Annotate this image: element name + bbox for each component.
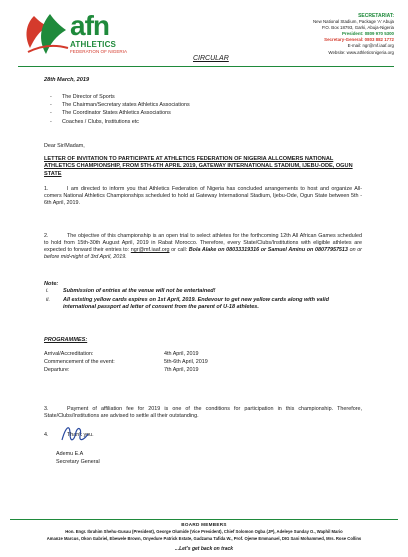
letter-date: 28th March, 2019: [44, 77, 90, 83]
secretariat-president: President: 0809 970 5300: [342, 31, 394, 37]
entries-email-link[interactable]: ngr@mf.iaaf.org: [130, 247, 170, 254]
programme-label: Departure:: [44, 367, 70, 373]
board-members-heading: BOARD MEMBERS: [181, 522, 227, 527]
paragraph-1: [44, 186, 362, 207]
recipient-item: - The Chairman/Secretary states Athletics Associations: [62, 101, 190, 109]
programme-value: 7th April, 2019: [164, 367, 199, 373]
programme-value: 5th-6th April, 2019: [164, 359, 208, 365]
note-heading: Note:: [44, 281, 59, 287]
paragraph-2-text: The objective of this championship is an open trial to select athletes for the forthcoming 12th All African Games scheduled to hold from 15th-30th August April, 2019 in Rabat Morocco. Therefore, every State/Clubs/Institutions with eligible athletes are expected to forward their entries to:: [44, 233, 362, 254]
programme-label: Arrival/Accreditation:: [44, 351, 94, 357]
secretariat-block: [313, 13, 394, 56]
logo-federation: FEDERATION OF NIGERIA: [70, 49, 128, 54]
programmes-heading: PROGRAMMES:: [44, 337, 88, 343]
paragraph-number: 1.: [44, 186, 49, 192]
header-divider: [18, 66, 394, 67]
recipient-item: - The Coordinator States Athletics Associations: [62, 109, 190, 117]
programme-row: [44, 351, 198, 358]
doc-type-label: CIRCULAR: [193, 55, 229, 62]
signature-icon: [58, 420, 98, 446]
note-text: All existing yellow cards expires on 1st April, 2019. Endevour to get new yellow cards along with valid international passport ad letter of consent from the parent of U-18 athletes.: [63, 297, 330, 311]
note-item: [46, 288, 363, 295]
paragraph-2: [44, 233, 362, 261]
recipient-list: [62, 93, 190, 126]
note-text: Submission of entries at the venue will not be entertained!: [63, 288, 216, 294]
footer-divider: [10, 519, 398, 520]
paragraph-1-text: I am directed to inform you that Athletics Federation of Nigeria has concluded arrangements to host and organize All-comers National Athletics Championships scheduled to hold at Gateway International Stadium, Ijebu-Ode, Ogun State between 5th - 6th April, 2019.: [44, 186, 362, 207]
signer-name: Ademu E.A: [56, 451, 84, 457]
paragraph-3-text: Payment of affiliation fee for 2019 is one of the conditions for participation in this championship. Therefore, State/Clubs/Institutions are advised to settle all their outstanding.: [44, 406, 362, 420]
secretariat-address2: P.O. Box 18793, Garki, Abuja-Nigeria: [321, 25, 394, 31]
logo-athletics: ATHLETICS: [70, 40, 117, 49]
paragraph-3: [44, 406, 362, 420]
programme-value: 4th April, 2019: [164, 351, 199, 357]
signer-title: Secretary General: [56, 459, 100, 465]
recipient-item: - Coaches / Clubs, Institutions etc: [62, 118, 190, 126]
programme-row: [44, 359, 208, 366]
secretariat-email: E-mail: ngr@mf.iaaf.org: [347, 43, 394, 49]
board-members-line: Amanze Marcus, Okon Gabriel, Ebewele Brown, Onyedure Patrick Estate, Gadzama Tafida W., Prof. Ojeme Emmanuel, DIG Sani Mohammed, Mrs. Rose Collins: [46, 536, 362, 541]
programme-row: [44, 367, 198, 374]
motto: ...Let's get back on track: [174, 546, 234, 552]
paragraph-number: 2.: [44, 233, 49, 239]
board-members-line: Hon. Engr. Ibrahim Shehu-Gusau (President), George Olumide (Vice President), Chief Solomon Ogba (JP), Adeleye Sunday O., Waphil Mario: [65, 529, 343, 534]
note-number: i.: [46, 288, 49, 294]
secretariat-heading: SECRETARIAT:: [358, 13, 394, 19]
note-number: ii.: [46, 297, 50, 303]
paragraph-2-or-call: or call:: [169, 247, 189, 254]
deadline-text: on or before mid-night of 3rd April, 2019.: [44, 247, 362, 261]
letter-subject: LETTER OF INVITATION TO PARTICIPATE AT ATHLETICS FEDERATION OF NIGERIA ALLCOMERS NATIONAL ATHLETICS CHAMPIONSHIP, FROM 5TH-6TH APRIL 2019, GATEWAY INTERNATIONAL STADIUM, IJEBU-ODE, OGUN STATE: [44, 156, 353, 177]
logo-wordmark: afn: [70, 10, 109, 41]
salutation: Dear Sir/Madam,: [44, 143, 85, 149]
secretariat-website: Website: www.athleticsnigeria.org: [328, 49, 394, 55]
paragraph-number: 3.: [44, 406, 49, 412]
thank-you-text: Thank you.: [67, 432, 94, 438]
paragraph-number: 4.: [44, 432, 49, 438]
programme-label: Commencement of the event:: [44, 359, 115, 365]
contact-persons: Bola Alake on 08033319316 or Samuel Aminu on 08077957513: [188, 247, 348, 254]
recipient-item: - The Director of Sports: [62, 93, 190, 101]
secretariat-secgen: Secretary-General: 0803 882 1772: [324, 37, 394, 43]
note-item: [46, 297, 363, 311]
secretariat-address1: New National Stadium, Package 'A' Abuja: [313, 19, 394, 25]
